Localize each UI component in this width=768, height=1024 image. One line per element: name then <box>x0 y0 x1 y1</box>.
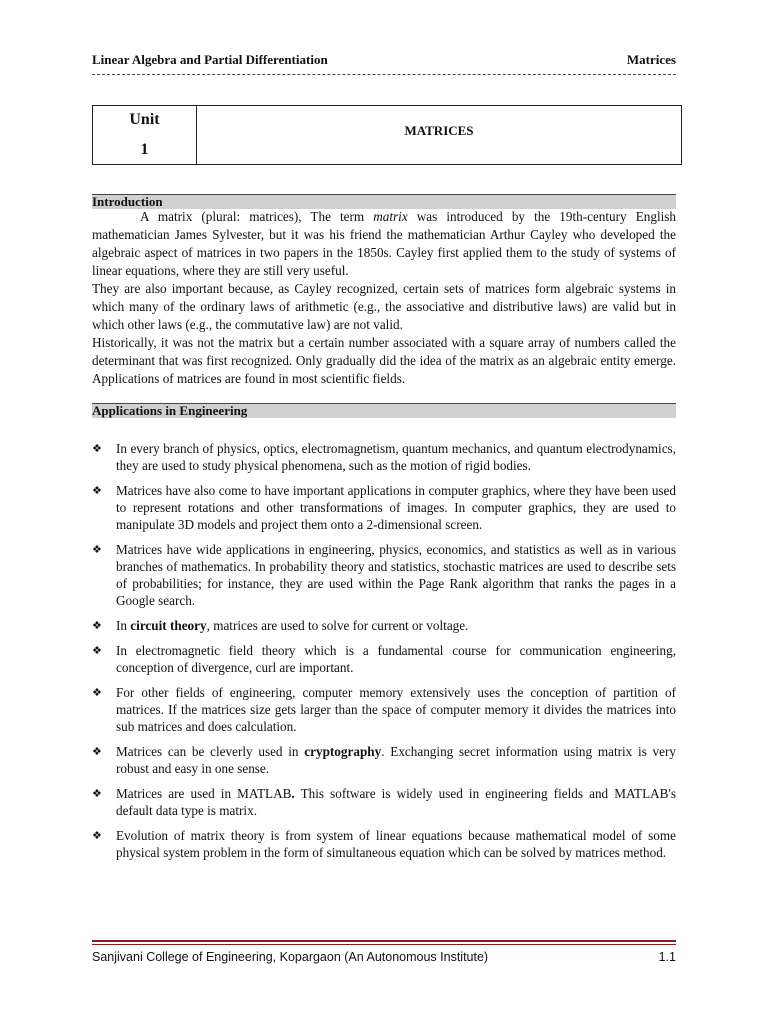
list-item: ❖ Matrices have also come to have important applications in computer graphics, where they have been used to represent rotations and other transformations of images. In computer graphics, they are used to manipulate 3D models and project them onto a 2-dimensional screen. <box>92 483 676 532</box>
unit-title: MATRICES <box>404 123 474 138</box>
intro-paragraph-2: They are also important because, as Cayley recognized, certain sets of matrices form algebraic systems in which many of the ordinary laws of arithmetic (e.g., the associative and distributive laws) are valid but in which other laws (e.g., the commutative law) are not valid. <box>92 281 676 332</box>
introduction-body <box>92 208 676 388</box>
footer-rule-thin <box>92 944 676 945</box>
header-course-title: Linear Algebra and Partial Differentiation <box>92 52 328 67</box>
list-item: ❖ In electromagnetic field theory which is a fundamental course for communication engineering, conception of divergence, curl are important. <box>92 643 676 675</box>
intro-p1-term: matrix <box>373 209 408 224</box>
intro-paragraph-1 <box>92 208 676 280</box>
diamond-bullet-icon: ❖ <box>92 484 102 497</box>
applications-heading: Applications in Engineering <box>92 403 676 418</box>
diamond-bullet-icon: ❖ <box>92 686 102 699</box>
diamond-bullet-icon: ❖ <box>92 644 102 657</box>
page-number: 1.1 <box>658 950 676 964</box>
diamond-bullet-icon: ❖ <box>92 543 102 556</box>
intro-paragraph-3: Historically, it was not the matrix but a certain number associated with a square array of numbers called the determinant that was first recognized. Only gradually did the idea of the matrix as an algebraic entity emerge. Applications of matrices are found in most scientific fields. <box>92 335 676 386</box>
list-item: ❖ Matrices can be cleverly used in cryptography. Exchanging secret information using matrix is very robust and easy in one sense. <box>92 744 676 776</box>
diamond-bullet-icon: ❖ <box>92 442 102 455</box>
unit-cell <box>93 106 197 164</box>
footer-institute: Sanjivani College of Engineering, Kopargaon (An Autonomous Institute) <box>92 950 489 964</box>
unit-number: 1 <box>140 141 149 158</box>
list-item: ❖ Matrices have wide applications in engineering, physics, economics, and statistics as well as in various branches of mathematics. In probability theory and statistics, stochastic matrices are used to describe sets of probabilities; for instance, they are used within the Page Rank algorithm that ranks the pages in a Google search. <box>92 542 676 608</box>
unit-label: Unit <box>129 111 160 128</box>
running-footer <box>92 950 676 964</box>
unit-title-cell <box>197 106 681 164</box>
introduction-heading: Introduction <box>92 194 676 209</box>
list-item: ❖ In every branch of physics, optics, electromagnetism, quantum mechanics, and quantum electrodynamics, they are used to study physical phenomena, such as the motion of rigid bodies. <box>92 441 676 473</box>
intro-p1-rest: was introduced by the 19th-century English mathematician James Sylvester, but it was his friend the mathematician Arthur Cayley who developed the algebraic aspect of matrices in two papers in the 1850s. Cayley first applied them to the study of systems of linear equations, where they are still very useful. <box>92 209 677 278</box>
header-chapter-title: Matrices <box>626 52 676 67</box>
diamond-bullet-icon: ❖ <box>92 745 102 758</box>
list-item: ❖ For other fields of engineering, computer memory extensively uses the conception of partition of matrices. If the matrices size gets larger than the space of computer memory it divides the matrices into sub matrices and does calculation. <box>92 685 676 734</box>
diamond-bullet-icon: ❖ <box>92 829 102 842</box>
intro-p1-start: A matrix (plural: matrices), The term <box>140 209 365 224</box>
diamond-bullet-icon: ❖ <box>92 619 102 632</box>
list-item: ❖ Matrices are used in MATLAB. This software is widely used in engineering fields and MATLAB's default data type is matrix. <box>92 786 676 818</box>
unit-title-box <box>92 105 682 165</box>
list-item: ❖ Evolution of matrix theory is from system of linear equations because mathematical model of some physical system problem in the form of simultaneous equation which can be solved by matrices method. <box>92 828 676 860</box>
running-header <box>92 52 676 68</box>
footer-rule-thick <box>92 940 676 942</box>
header-divider <box>92 74 676 75</box>
list-item: ❖ In circuit theory, matrices are used to solve for current or voltage. <box>92 618 469 633</box>
diamond-bullet-icon: ❖ <box>92 787 102 800</box>
applications-list <box>92 440 676 869</box>
